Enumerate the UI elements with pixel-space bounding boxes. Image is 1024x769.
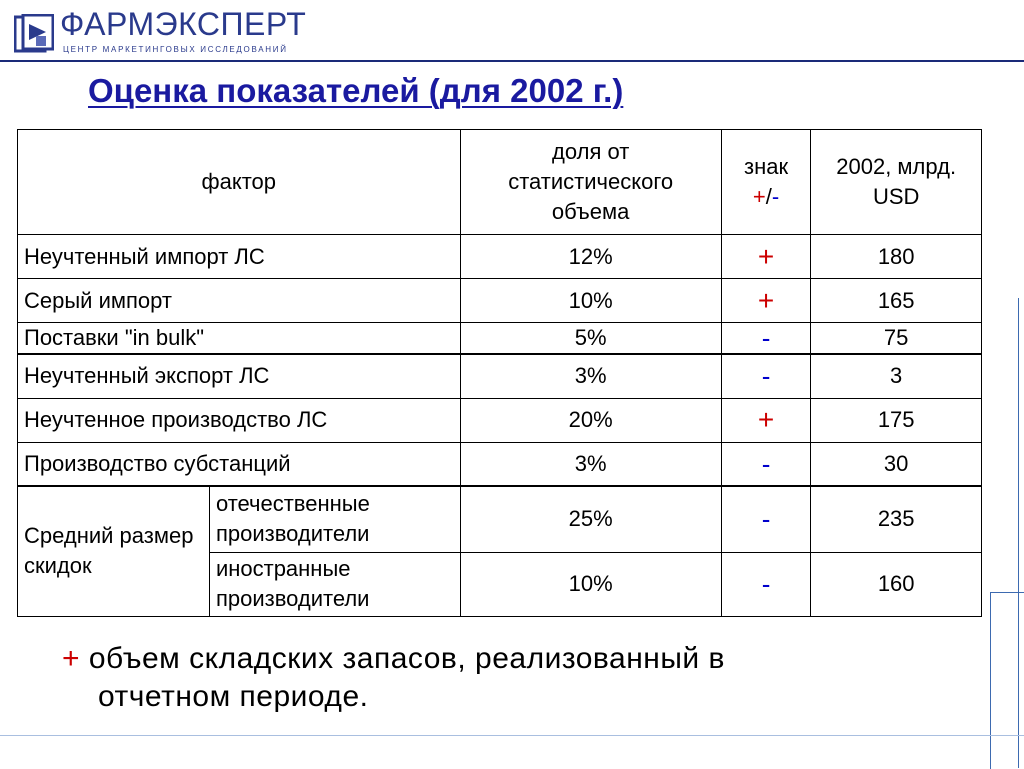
row-share: 5% xyxy=(460,323,721,355)
row-factor: Серый импорт xyxy=(18,279,461,323)
table-row xyxy=(18,398,982,442)
footnote-marker: + xyxy=(62,642,81,675)
header-sign-minus: - xyxy=(771,184,780,209)
discount-subfactor: иностранные производители xyxy=(209,552,460,616)
discount-label: Средний размер скидок xyxy=(18,486,210,616)
pharmexpert-logo-icon xyxy=(14,14,54,54)
row-value: 180 xyxy=(811,235,982,279)
row-share: 10% xyxy=(460,279,721,323)
indicators-table xyxy=(17,129,982,617)
row-share: 25% xyxy=(460,486,721,552)
row-value: 3 xyxy=(811,354,982,398)
table-row xyxy=(18,279,982,323)
row-sign: + xyxy=(721,279,811,323)
row-sign: + xyxy=(721,398,811,442)
row-share: 12% xyxy=(460,235,721,279)
row-share: 3% xyxy=(460,442,721,486)
table-row xyxy=(18,235,982,279)
discount-subfactor: отечественные производители xyxy=(209,486,460,552)
row-sign: - xyxy=(721,486,811,552)
table-row xyxy=(18,323,982,355)
row-factor: Производство субстанций xyxy=(18,442,461,486)
row-sign: - xyxy=(721,442,811,486)
row-value: 175 xyxy=(811,398,982,442)
footnote-line2: отчетном периоде. xyxy=(98,680,369,713)
header-band xyxy=(0,0,1024,62)
decorative-frame xyxy=(990,592,1024,769)
row-sign: - xyxy=(721,323,811,355)
header-share: доля от статистического объема xyxy=(460,130,721,235)
row-value: 30 xyxy=(811,442,982,486)
table-row xyxy=(18,486,982,552)
row-value: 160 xyxy=(811,552,982,616)
header-value: 2002, млрд. USD xyxy=(811,130,982,235)
header-sign-label: знак xyxy=(744,154,789,179)
row-share: 10% xyxy=(460,552,721,616)
table-row xyxy=(18,354,982,398)
footnote xyxy=(62,640,922,716)
row-sign: - xyxy=(721,552,811,616)
header-factor: фактор xyxy=(18,130,461,235)
row-factor: Неучтенный экспорт ЛС xyxy=(18,354,461,398)
row-factor: Неучтенный импорт ЛС xyxy=(18,235,461,279)
footnote-line1: объем складских запасов, реализованный в xyxy=(88,642,725,675)
slide-title: Оценка показателей (для 2002 г.) xyxy=(88,72,624,109)
row-share: 3% xyxy=(460,354,721,398)
row-value: 165 xyxy=(811,279,982,323)
table-header-row xyxy=(18,130,982,235)
decorative-bottom-line xyxy=(0,735,1024,736)
row-sign: - xyxy=(721,354,811,398)
table-row xyxy=(18,442,982,486)
row-sign: + xyxy=(721,235,811,279)
row-factor: Поставки "in bulk" xyxy=(18,323,461,355)
brand-name: ФАРМЭКСПЕРТ xyxy=(60,6,307,42)
row-factor: Неучтенное производство ЛС xyxy=(18,398,461,442)
row-value: 235 xyxy=(811,486,982,552)
brand-subtitle: ЦЕНТР МАРКЕТИНГОВЫХ ИССЛЕДОВАНИЙ xyxy=(63,45,288,54)
header-sign-plus: + xyxy=(752,184,766,209)
header-sign-slash: / xyxy=(765,184,772,209)
row-value: 75 xyxy=(811,323,982,355)
row-share: 20% xyxy=(460,398,721,442)
header-sign xyxy=(721,130,811,235)
